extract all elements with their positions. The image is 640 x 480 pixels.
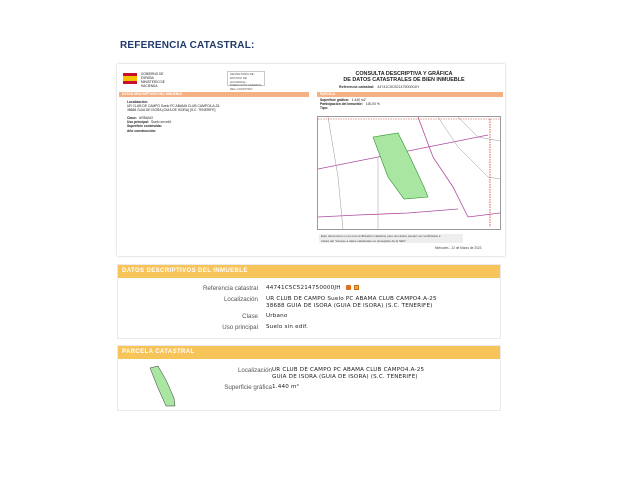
- uso-value: Suelo sin edif.: [266, 324, 308, 330]
- disclaimer-note: Este documento no es una certificación catastral, pero sus datos pueden ser verificados a través del "Acceso a datos catastrales no protegidos de la SEC": [319, 234, 463, 243]
- loc-line2: 38688 GUIA DE ISORA (GUIA DE ISORA) (S.C. TENERIFE): [266, 303, 433, 309]
- parcela-sup-label: Superficie gráfica: [224, 384, 272, 391]
- section-parcela-catastral: [117, 345, 501, 411]
- clase-value: Urbano: [266, 313, 288, 319]
- spain-flag-icon: [123, 73, 137, 84]
- clase-label: Clase: [242, 313, 258, 320]
- mini-localizacion: Localización: UR CLUB DE CAMPO Suelo PC ABAMA CLUB CAMPO4.A-25 38688 GUIA DE ISORA (GUIA DE ISORA) [S.C. TENERIFE]: [127, 100, 220, 113]
- loc-label: Localización: [223, 296, 258, 303]
- parcela-sup-value: 1.440 m²: [272, 384, 300, 390]
- catastral-document-preview: [117, 64, 505, 256]
- document-date: Miércoles , 22 de Marzo de 2023: [435, 246, 482, 250]
- section-header: PARCELA CATASTRAL: [118, 346, 500, 359]
- mini-fields: Clase: URBANO Uso principal: Suelo sin edif. Superficie construida: Año construcción:: [127, 116, 172, 133]
- bar-parcela: PARCELA: [317, 92, 503, 97]
- section-header: DATOS DESCRIPTIVOS DEL INMUEBLE: [118, 265, 500, 278]
- parcela-loc-label: Localización: [237, 367, 272, 374]
- government-label: GOBIERNO DE ESPAÑA MINISTERIO DE HACIENDA: [141, 72, 165, 88]
- loc-line1: UR CLUB DE CAMPO Suelo PC ABAMA CLUB CAMPO4.A-25: [266, 296, 437, 302]
- cadastral-map: [317, 116, 501, 230]
- section-datos-inmueble: [117, 264, 501, 339]
- catastro-logo: SECRETARÍA DE ESTADO DE HACIENDA · DIRECCIÓN GENERAL DEL CATASTRO: [227, 71, 265, 86]
- parcel-thumbnail: [148, 364, 178, 408]
- bar-datos-inmueble: DATOS DESCRIPTIVOS DEL INMUEBLE: [119, 92, 309, 97]
- ref-value: 44741C5C5214750000JH: [266, 285, 359, 293]
- parcela-loc-line1: UR CLUB DE CAMPO PC ABAMA CLUB CAMPO4.A-25: [272, 367, 425, 373]
- uso-label: Uso principal: [222, 324, 258, 331]
- document-reference: Referencia catastral: 44741C5C5214750000JH: [339, 85, 419, 89]
- map-link-icon[interactable]: [354, 285, 359, 290]
- mini-parcel-fields: Superficie gráfica: 1.440 m2 Participación del inmueble: 100,00 % Tipo:: [320, 98, 380, 111]
- parcela-loc-line2: GUIA DE ISORA (GUIA DE ISORA) (S.C. TENERIFE): [272, 374, 418, 380]
- document-title: CONSULTA DESCRIPTIVA Y GRÁFICA DE DATOS CATASTRALES DE BIEN INMUEBLE: [343, 71, 465, 84]
- copy-icon[interactable]: [346, 285, 351, 290]
- ref-label: Referencia catastral: [202, 285, 258, 292]
- page-title: REFERENCIA CATASTRAL:: [120, 40, 255, 51]
